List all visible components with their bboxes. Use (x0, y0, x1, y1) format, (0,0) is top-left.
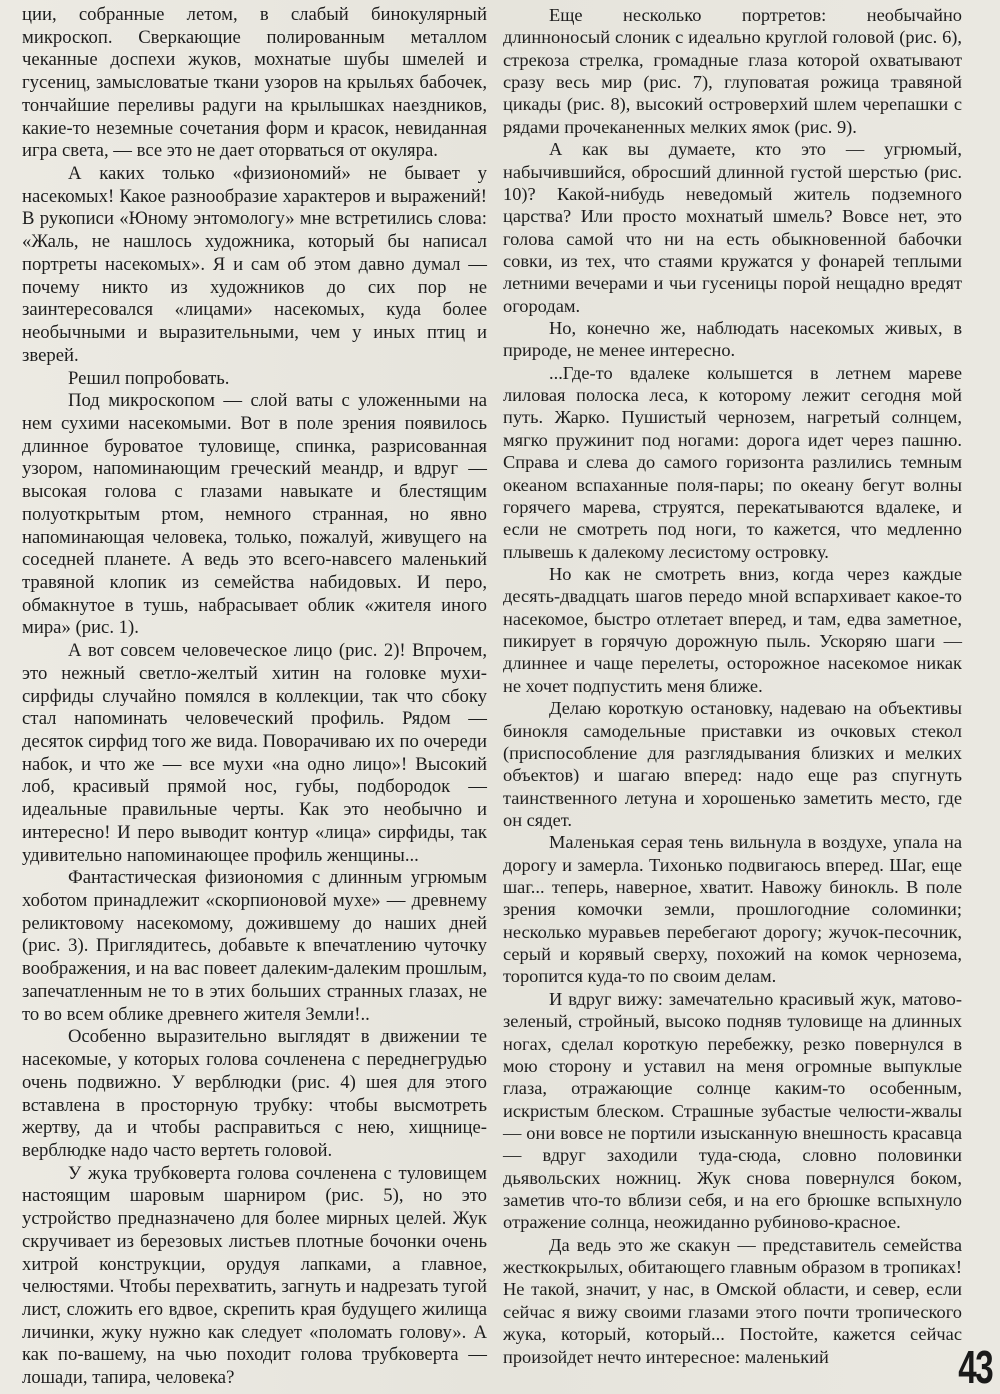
paragraph: Маленькая серая тень вильнула в воздухе, упала на дорогу и замерла. Тихонько подвигаюсь вперед. Шаг, еще шаг... теперь, наверное, хватит. Навожу бинокль. В поле зрения комочки земли, прошлогодние соломинки; несколько муравьев перебегают дорогу; жучок-песочник, серый и корявый сверху, похожий на комок чернозема, торопится куда-то по своим делам. (503, 832, 962, 987)
paragraph: А как вы думаете, кто это — угрюмый, набычившийся, обросший длинной густой шерстью (рис. 10)? Какой-нибудь неведомый житель подземного царства? Или просто мохнатый шмель? Вовсе нет, это голова самой что ни на есть обыкновенной бабочки совки, из тех, что стаями кружатся у фонарей теплыми летними вечерами и чьи гусеницы порой нещадно вредят огородам. (503, 139, 962, 316)
paragraph: Решил попробовать. (68, 367, 230, 389)
paragraph: ...Где-то вдалеке колышется в летнем мареве лиловая полоска леса, к которому лежит сегодня мой путь. Жарко. Пушистый чернозем, нагретый солнцем, мягко пружинит под ногами: дорога идет через пашню. Справа и слева до самого горизонта разлились темным океаном вспаханные поля-пары; по океану бегут волны горячего марева, струятся, перекатываются вдалеке, и если не смотреть под ноги, то кажется, что медленно плывешь к далекому лесистому островку. (503, 362, 962, 562)
paragraph: Но как не смотреть вниз, когда через каждые десять-двадцать шагов передо мной вспархивает какое-то насекомое, быстро отлетает вперед, и там, едва заметное, пикирует в горячую дорожную пыль. Ускоряю шаги — длиннее и чаще перелеты, осторожное насекомое никак не хочет подпустить меня ближе. (503, 563, 962, 696)
paragraph: А вот совсем человеческое лицо (рис. 2)! Впрочем, это нежный светло-желтый хитин на головке мухи-сирфиды случайно помялся в коллекции, так что сбоку стал напоминать человеческий профиль. Рядом — десяток сирфид того же вида. Поворачиваю их по очереди набок, и что же — все мухи «на одно лицо»! Высокий лоб, красивый прямой нос, губы, подбородок — идеальные правильные черты. Как это необычно и интересно! И перо выводит контур «лица» сирфиды, так удивительно напоминающее профиль женщины... (22, 640, 487, 866)
paragraph: Делаю короткую остановку, надеваю на объективы бинокля самодельные приставки из очковых стекол (приспособление для разглядывания близких и мелких объектов) и шагаю вперед: надо еще раз спугнуть таинственного летуна и хорошенько заметить место, где он сядет. (503, 698, 962, 830)
paragraph: Особенно выразительно выглядят в движении те насекомые, у которых голова сочленена с переднегрудью очень подвижно. У верблюдки (рис. 4) шея для этого вставлена в просторную трубку: чтобы высмотреть жертву, да и чтобы расправиться с нею, хищнице-верблюдке надо часто вертеть головой. (22, 1026, 487, 1161)
right-text-column (503, 4, 962, 1368)
page-number: 43 (958, 1341, 992, 1393)
paragraph: У жука трубковерта голова сочленена с туловищем настоящим шаровым шарниром (рис. 5), но это устройство предназначено для более мирных целей. Жук скручивает из березовых листьев плотные бочонки очень хитрой конструкции, орудуя лапками, а главное, челюстями. Чтобы перехватить, загнуть и надрезать тугой лист, сложить его вдвое, скрепить края будущего жилища личинки, жуку нужно как следует «поломать голову». А как по-вашему, на чью походит голова трубковерта — лошади, тапира, человека? (22, 1162, 487, 1389)
paragraph: Но, конечно же, наблюдать насекомых живых, в природе, не менее интересно. (503, 318, 962, 361)
paragraph: Да ведь это же скакун — представитель семейства жесткокрылых, обитающего главным образом в тропиках! Не такой, значит, у нас, в Омской области, и север, если сейчас я вижу своими глазами этого почти тропического жука, который, который... Постойте, кажется сейчас произойдет нечто интересное: маленький (503, 1234, 962, 1367)
paragraph: Под микроскопом — слой ваты с уложенными на нем сухими насекомыми. Вот в поле зрения появилось длинное буроватое туловище, спинка, разрисованная узором, напоминающим греческий меандр, и вдруг — высокая голова с глазами навыкате и блестящим полуоткрытым ртом, немного странная, но явно напоминающая человека, только, пожалуй, живущего на соседней планете. А ведь это всего-навсего маленький травяной клопик из семейства набидовых. И перо, обмакнутое в тушь, набрасывает облик «жителя иного мира» (рис. 1). (22, 390, 487, 639)
paragraph: Еще несколько портретов: необычайно длинноносый слоник с идеально круглой головой (рис. 6), стрекоза стрелка, громадные глаза которой охватывают сразу весь мир (рис. 7), глуповатая рожица травяной цикады (рис. 8), высокий островерхий шлем черепашки с рядами прочеканенных мелких ямок (рис. 9). (503, 5, 962, 137)
paragraph: А каких только «физиономий» не бывает у насекомых! Какое разнообразие характеров и выражений! В рукописи «Юному энтомологу» мне встретились слова: «Жаль, не нашлось художника, который бы написал портреты насекомых». Я и сам об этом давно думал — почему никто из художников до сих пор не заинтересовался «лицами» насекомых, куда более необычными и выразительными, чем у иных птиц и зверей. (22, 163, 487, 366)
left-text-column (22, 4, 487, 1390)
paragraph: Фантастическая физиономия с длинным угрюмым хоботом принадлежит «скорпионовой мухе» — древнему реликтовому насекомому, дожившему до наших дней (рис. 3). Приглядитесь, добавьте к впечатлению чуточку воображения, и на вас повеет далеким-далеким прошлым, запечатленным не то в этих больших странных глазах, не то во всем облике древнего жителя Земли!.. (22, 867, 487, 1025)
paragraph: И вдруг вижу: замечательно красивый жук, матово-зеленый, стройный, высоко подняв туловище на длинных ногах, сделал короткую перебежку, резко повернулся в мою сторону и уставил на меня огромные выпуклые глаза, отражающие солнце каким-то особенным, искристым блеском. Страшные зубастые челюсти-жвалы — они вовсе не портили изысканную внешность красавца — вдруг заходили туда-сюда, словно половинки дьявольских ножниц. Жук снова повернулся боком, заметив что-то вблизи себя, и на его брюшке вспыхнуло отражение солнца, неожиданно рубиново-красное. (503, 988, 962, 1233)
paragraph: ции, собранные летом, в слабый бинокулярный микроскоп. Сверкающие полированным металлом чеканные доспехи жуков, мохнатые шубы шмелей и гусениц, замысловатые ткани узоров на крыльях бабочек, тончайшие переливы радуги на крылышках наездников, какие-то неземные сочетания форм и красок, невиданная игра света, — все это не дает оторваться от окуляра. (22, 4, 487, 162)
